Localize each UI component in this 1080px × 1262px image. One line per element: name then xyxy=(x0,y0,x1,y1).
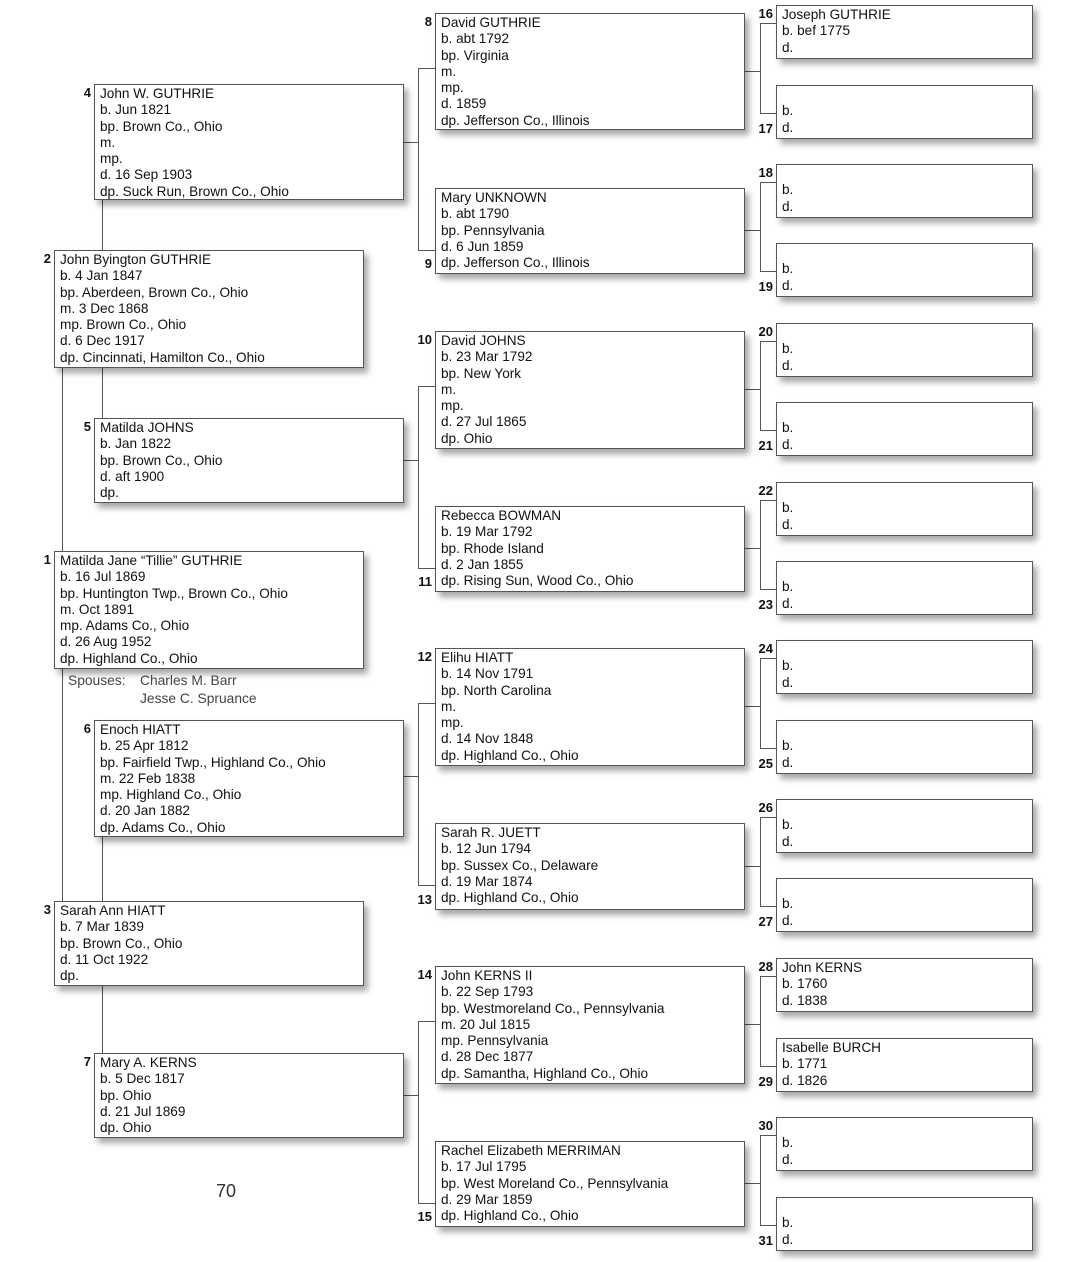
person-detail: d. 21 Jul 1869 xyxy=(100,1103,186,1119)
person-detail: d. xyxy=(782,833,794,849)
person-detail: d. aft 1900 xyxy=(100,468,165,484)
person-box[interactable] xyxy=(435,823,745,910)
person-detail: d. 6 Dec 1917 xyxy=(60,333,145,349)
person-detail: dp. Highland Co., Ohio xyxy=(441,747,579,763)
person-box[interactable] xyxy=(776,1197,1033,1251)
person-detail: b. 14 Nov 1791 xyxy=(441,666,534,682)
connector-line xyxy=(745,1183,760,1184)
person-detail: m. Oct 1891 xyxy=(60,601,135,617)
spouse-name: Charles M. Barr xyxy=(140,673,237,688)
person-box[interactable] xyxy=(435,13,745,130)
person-detail: d. xyxy=(782,1231,794,1247)
person-box[interactable] xyxy=(435,1141,745,1227)
person-detail: b. Jun 1821 xyxy=(100,102,172,118)
ahnentafel-number: 30 xyxy=(758,1118,773,1133)
page-number: 70 xyxy=(216,1181,237,1201)
person-name xyxy=(782,1199,1032,1215)
connector-line xyxy=(760,658,761,748)
person-name: John KERNS xyxy=(782,960,863,975)
person-name xyxy=(782,325,1032,341)
connector-line xyxy=(745,71,760,72)
person-detail: b. 25 Apr 1812 xyxy=(100,738,189,754)
person-detail: d. xyxy=(782,516,794,532)
ahnentafel-number: 17 xyxy=(758,121,773,136)
person-detail: d. 2 Jan 1855 xyxy=(441,556,524,572)
person-detail: d. 19 Mar 1874 xyxy=(441,873,533,889)
connector-line xyxy=(418,1021,435,1022)
person-detail: b. 16 Jul 1869 xyxy=(60,569,146,585)
person-detail: d. xyxy=(782,357,794,373)
person-detail: b. abt 1792 xyxy=(441,31,510,47)
person-detail: d. 14 Nov 1848 xyxy=(441,731,534,747)
person-detail: mp. xyxy=(441,398,464,414)
person-box[interactable] xyxy=(435,506,745,592)
person-detail: d. xyxy=(782,277,794,293)
person-detail: mp. Adams Co., Ohio xyxy=(60,618,190,634)
person-name xyxy=(782,245,1032,261)
person-box[interactable] xyxy=(776,85,1033,139)
person-detail: m. xyxy=(441,63,457,79)
connector-line xyxy=(418,68,419,250)
person-name xyxy=(782,166,1032,182)
person-box[interactable] xyxy=(54,901,364,986)
person-box[interactable] xyxy=(776,640,1033,694)
ahnentafel-number: 4 xyxy=(83,85,91,100)
connector-line xyxy=(760,430,776,431)
person-box[interactable] xyxy=(776,323,1033,377)
person-detail: mp. Pennsylvania xyxy=(441,1033,549,1049)
person-name xyxy=(782,722,1032,738)
connector-line xyxy=(760,589,776,590)
person-detail: dp. Ohio xyxy=(100,1120,152,1136)
connector-line xyxy=(745,706,760,707)
person-name: Rachel Elizabeth MERRIMAN xyxy=(441,1143,621,1158)
person-name xyxy=(782,801,1032,817)
person-box[interactable] xyxy=(54,551,364,669)
person-box[interactable] xyxy=(435,188,745,274)
person-detail: dp. xyxy=(100,485,119,501)
person-name: John Byington GUTHRIE xyxy=(60,252,212,267)
person-name: Sarah R. JUETT xyxy=(441,825,541,840)
ahnentafel-number: 19 xyxy=(758,279,773,294)
person-detail: d. xyxy=(782,754,794,770)
ahnentafel-number: 29 xyxy=(758,1074,773,1089)
connector-line xyxy=(760,1225,776,1226)
person-name xyxy=(782,880,1032,896)
person-name: Joseph GUTHRIE xyxy=(782,7,891,22)
person-detail: mp. Brown Co., Ohio xyxy=(60,317,187,333)
person-box[interactable] xyxy=(776,958,1033,1012)
connector-line xyxy=(760,976,776,977)
ahnentafel-number: 12 xyxy=(417,649,432,664)
person-name: Mary UNKNOWN xyxy=(441,190,547,205)
person-detail: m. xyxy=(441,381,457,397)
ahnentafel-number: 25 xyxy=(758,756,773,771)
connector-line xyxy=(760,341,761,430)
ahnentafel-number: 20 xyxy=(758,324,773,339)
person-detail: m. 3 Dec 1868 xyxy=(60,300,149,316)
ahnentafel-number: 21 xyxy=(758,438,773,453)
connector-line xyxy=(760,976,761,1066)
person-detail: b. xyxy=(782,579,794,595)
connector-line xyxy=(404,460,418,461)
person-box[interactable] xyxy=(54,250,364,368)
person-detail: d. xyxy=(782,1151,794,1167)
person-box[interactable] xyxy=(94,84,404,200)
person-detail: b. 1771 xyxy=(782,1056,828,1072)
person-name: Isabelle BURCH xyxy=(782,1040,881,1055)
connector-line xyxy=(102,837,103,901)
person-box[interactable] xyxy=(94,418,404,503)
connector-line xyxy=(760,182,761,271)
person-detail: b. xyxy=(782,341,794,357)
connector-line xyxy=(760,748,776,749)
person-detail: bp. West Moreland Co., Pennsylvania xyxy=(441,1175,669,1191)
ahnentafel-number: 3 xyxy=(43,902,51,917)
person-name xyxy=(782,484,1032,500)
ahnentafel-number: 7 xyxy=(83,1054,91,1069)
ahnentafel-number: 15 xyxy=(417,1209,432,1224)
person-detail: dp. xyxy=(60,968,79,984)
connector-line xyxy=(418,1203,435,1204)
person-box[interactable] xyxy=(776,402,1033,456)
person-detail: dp. Ohio xyxy=(441,430,493,446)
person-detail: dp. Samantha, Highland Co., Ohio xyxy=(441,1065,649,1081)
person-box[interactable] xyxy=(776,799,1033,853)
person-detail: dp. Highland Co., Ohio xyxy=(60,650,198,666)
connector-line xyxy=(404,1095,418,1096)
ahnentafel-number: 9 xyxy=(424,256,432,271)
person-detail: bp. North Carolina xyxy=(441,682,552,698)
spouses-label: Spouses: xyxy=(68,673,126,688)
person-name: Enoch HIATT xyxy=(100,722,181,737)
person-detail: dp. Adams Co., Ohio xyxy=(100,819,226,835)
person-detail: b. xyxy=(782,182,794,198)
person-detail: bp. Pennsylvania xyxy=(441,222,545,238)
ahnentafel-number: 24 xyxy=(758,641,773,656)
connector-line xyxy=(760,906,776,907)
connector-line xyxy=(418,885,435,886)
person-detail: d. 6 Jun 1859 xyxy=(441,238,524,254)
connector-line xyxy=(418,386,419,568)
person-detail: b. xyxy=(782,658,794,674)
connector-line xyxy=(418,1021,419,1203)
person-box[interactable] xyxy=(776,878,1033,932)
connector-line xyxy=(102,986,103,1053)
connector-line xyxy=(760,23,776,24)
person-box[interactable] xyxy=(776,243,1033,297)
person-name xyxy=(782,87,1032,103)
person-detail: d. xyxy=(782,436,794,452)
person-detail: b. xyxy=(782,500,794,516)
person-detail: bp. Brown Co., Ohio xyxy=(100,452,223,468)
person-box[interactable] xyxy=(776,720,1033,774)
ahnentafel-number: 27 xyxy=(758,914,773,929)
person-name: Mary A. KERNS xyxy=(100,1055,197,1070)
connector-line xyxy=(418,703,419,885)
ahnentafel-number: 18 xyxy=(758,165,773,180)
person-detail: m. 22 Feb 1838 xyxy=(100,770,196,786)
person-detail: d. 29 Mar 1859 xyxy=(441,1191,533,1207)
ahnentafel-number: 2 xyxy=(43,251,51,266)
connector-line xyxy=(418,68,435,69)
person-box[interactable] xyxy=(435,648,745,766)
spouses-note xyxy=(68,672,257,706)
person-detail: bp. Fairfield Twp., Highland Co., Ohio xyxy=(100,754,326,770)
connector-line xyxy=(760,1135,776,1136)
connector-line xyxy=(745,230,760,231)
person-detail: mp. Highland Co., Ohio xyxy=(100,787,242,803)
person-detail: d. 27 Jul 1865 xyxy=(441,414,527,430)
connector-line xyxy=(760,271,776,272)
ahnentafel-number: 5 xyxy=(83,419,91,434)
person-detail: bp. Westmoreland Co., Pennsylvania xyxy=(441,1000,665,1016)
connector-line xyxy=(760,817,776,818)
person-name: David JOHNS xyxy=(441,333,526,348)
person-detail: d. xyxy=(782,674,794,690)
ahnentafel-number: 28 xyxy=(758,959,773,974)
person-detail: b. xyxy=(782,420,794,436)
ahnentafel-number: 13 xyxy=(417,892,432,907)
person-detail: b. xyxy=(782,896,794,912)
ahnentafel-number: 26 xyxy=(758,800,773,815)
ahnentafel-number: 22 xyxy=(758,483,773,498)
person-detail: bp. Huntington Twp., Brown Co., Ohio xyxy=(60,585,288,601)
person-box[interactable] xyxy=(435,331,745,449)
connector-line xyxy=(418,250,435,251)
person-detail: b. xyxy=(782,1215,794,1231)
person-box[interactable] xyxy=(94,720,404,837)
connector-line xyxy=(745,548,760,549)
person-name: John KERNS II xyxy=(441,968,533,983)
person-detail: bp. Rhode Island xyxy=(441,540,544,556)
person-name: Matilda Jane “Tillie” GUTHRIE xyxy=(60,553,243,568)
person-detail: d. xyxy=(782,119,794,135)
person-detail: m. xyxy=(441,698,457,714)
person-detail: d. 1859 xyxy=(441,96,487,112)
person-detail: d. 20 Jan 1882 xyxy=(100,803,190,819)
spouse-name: Jesse C. Spruance xyxy=(140,691,257,706)
person-detail: dp. Cincinnati, Hamilton Co., Ohio xyxy=(60,349,265,365)
connector-line xyxy=(745,1024,760,1025)
person-box[interactable] xyxy=(776,482,1033,536)
person-detail: d. xyxy=(782,912,794,928)
connector-line xyxy=(760,1135,761,1225)
person-box[interactable] xyxy=(435,966,745,1084)
connector-line xyxy=(760,182,776,183)
person-detail: b. bef 1775 xyxy=(782,23,851,39)
ahnentafel-number: 8 xyxy=(424,14,432,29)
person-detail: d. 16 Sep 1903 xyxy=(100,167,193,183)
person-detail: bp. Ohio xyxy=(100,1087,152,1103)
ahnentafel-number: 1 xyxy=(43,552,51,567)
person-detail: d. 1838 xyxy=(782,992,828,1008)
person-name xyxy=(782,642,1032,658)
person-detail: b. xyxy=(782,738,794,754)
connector-line xyxy=(418,568,435,569)
person-name: Elihu HIATT xyxy=(441,650,514,665)
person-detail: m. xyxy=(100,134,116,150)
person-detail: d. 1826 xyxy=(782,1072,828,1088)
person-name: Sarah Ann HIATT xyxy=(60,903,166,918)
ahnentafel-number: 23 xyxy=(758,597,773,612)
person-detail: m. 20 Jul 1815 xyxy=(441,1016,531,1032)
person-detail: b. xyxy=(782,103,794,119)
connector-line xyxy=(760,1066,776,1067)
person-detail: b. 23 Mar 1792 xyxy=(441,349,533,365)
person-detail: b. 22 Sep 1793 xyxy=(441,984,534,1000)
ahnentafel-number: 10 xyxy=(417,332,432,347)
person-detail: b. 12 Jun 1794 xyxy=(441,841,531,857)
person-detail: d. xyxy=(782,198,794,214)
person-detail: mp. xyxy=(100,151,123,167)
connector-line xyxy=(745,866,760,867)
person-detail: b. xyxy=(782,817,794,833)
person-detail: b. 4 Jan 1847 xyxy=(60,268,143,284)
person-detail: dp. Jefferson Co., Illinois xyxy=(441,255,590,271)
person-detail: dp. Jefferson Co., Illinois xyxy=(441,112,590,128)
person-detail: b. abt 1790 xyxy=(441,206,510,222)
person-detail: dp. Suck Run, Brown Co., Ohio xyxy=(100,183,289,199)
ahnentafel-number: 6 xyxy=(83,721,91,736)
person-detail: mp. xyxy=(441,715,464,731)
person-detail: mp. xyxy=(441,80,464,96)
person-detail: b. 17 Jul 1795 xyxy=(441,1159,527,1175)
person-detail: d. 26 Aug 1952 xyxy=(60,634,152,650)
person-name xyxy=(782,1119,1032,1135)
person-detail: dp. Rising Sun, Wood Co., Ohio xyxy=(441,573,634,589)
person-box[interactable] xyxy=(776,1038,1033,1092)
connector-line xyxy=(102,200,103,250)
person-name: Matilda JOHNS xyxy=(100,420,194,435)
person-detail: b. xyxy=(782,1135,794,1151)
person-name: John W. GUTHRIE xyxy=(100,86,215,101)
person-detail: bp. Virginia xyxy=(441,47,509,63)
person-detail: dp. Highland Co., Ohio xyxy=(441,890,579,906)
person-name xyxy=(782,563,1032,579)
person-box[interactable] xyxy=(776,1117,1033,1171)
person-detail: bp. Brown Co., Ohio xyxy=(100,118,223,134)
person-box[interactable] xyxy=(776,561,1033,615)
person-detail: b. 19 Mar 1792 xyxy=(441,524,533,540)
person-detail: b. Jan 1822 xyxy=(100,436,172,452)
connector-line xyxy=(760,500,776,501)
person-box[interactable] xyxy=(776,164,1033,218)
person-detail: b. 1760 xyxy=(782,976,828,992)
connector-line xyxy=(760,500,761,589)
person-detail: bp. Brown Co., Ohio xyxy=(60,935,183,951)
connector-line xyxy=(760,658,776,659)
connector-line xyxy=(760,341,776,342)
person-detail: bp. Aberdeen, Brown Co., Ohio xyxy=(60,284,249,300)
person-detail: dp. Highland Co., Ohio xyxy=(441,1208,579,1224)
person-detail: b. xyxy=(782,261,794,277)
ahnentafel-number: 11 xyxy=(418,574,432,589)
person-detail: d. xyxy=(782,39,794,55)
person-box[interactable] xyxy=(94,1053,404,1138)
connector-line xyxy=(418,386,435,387)
person-detail: bp. New York xyxy=(441,365,522,381)
connector-line xyxy=(745,389,760,390)
person-box[interactable] xyxy=(776,5,1033,59)
person-detail: bp. Sussex Co., Delaware xyxy=(441,857,599,873)
person-name: Rebecca BOWMAN xyxy=(441,508,562,523)
connector-line xyxy=(404,142,418,143)
person-name xyxy=(782,404,1032,420)
ahnentafel-number: 31 xyxy=(758,1233,773,1248)
ahnentafel-number: 14 xyxy=(417,967,432,982)
connector-line xyxy=(418,703,435,704)
person-detail: d. xyxy=(782,595,794,611)
person-detail: b. 7 Mar 1839 xyxy=(60,919,144,935)
person-detail: b. 5 Dec 1817 xyxy=(100,1071,185,1087)
ahnentafel-number: 16 xyxy=(758,6,773,21)
connector-line xyxy=(760,817,761,906)
connector-line xyxy=(760,113,776,114)
connector-line xyxy=(404,776,418,777)
person-name: David GUTHRIE xyxy=(441,15,541,30)
connector-line xyxy=(760,23,761,113)
connector-line xyxy=(102,368,103,418)
person-detail: d. 28 Dec 1877 xyxy=(441,1049,534,1065)
person-detail: d. 11 Oct 1922 xyxy=(60,951,149,967)
